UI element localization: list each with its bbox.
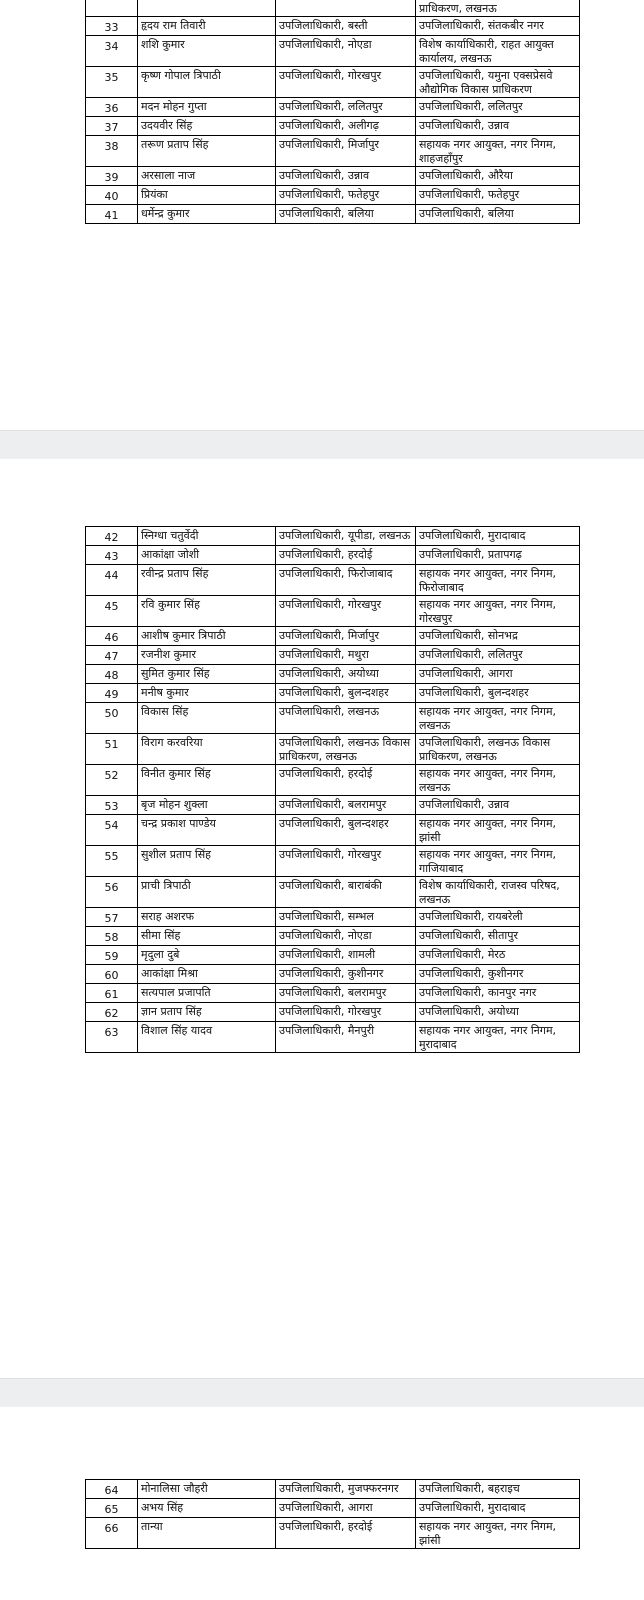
table-row [86,946,580,965]
current-posting-cell: उपजिलाधिकारी, मथुरा [276,646,416,665]
current-posting-cell: उपजिलाधिकारी, फतेहपुर [276,186,416,205]
new-posting-cell: उपजिलाधिकारी, ललितपुर [416,646,580,665]
table-row [86,527,580,546]
current-posting-cell: उपजिलाधिकारी, मिर्जापुर [276,136,416,167]
table-row [86,596,580,627]
new-posting-cell: सहायक नगर आयुक्त, नगर निगम, गाजियाबाद [416,846,580,877]
serial-number-cell: 51 [86,734,138,765]
new-posting-cell: उपजिलाधिकारी, कानपुर नगर [416,984,580,1003]
current-posting-cell: उपजिलाधिकारी, मिर्जापुर [276,627,416,646]
current-posting-cell: उपजिलाधिकारी, बलरामपुर [276,984,416,1003]
table-row [86,908,580,927]
serial-number-cell: 46 [86,627,138,646]
new-posting-cell: सहायक नगर आयुक्त, नगर निगम, झांसी [416,1518,580,1549]
officer-name-cell: रवीन्द्र प्रताप सिंह [138,565,276,596]
transfer-table-page-2 [85,526,580,1053]
serial-number-cell: 35 [86,67,138,98]
new-posting-cell: उपजिलाधिकारी, अयोध्या [416,1003,580,1022]
current-posting-cell: उपजिलाधिकारी, बस्ती [276,17,416,36]
serial-number-cell: 65 [86,1499,138,1518]
serial-number-cell: 53 [86,796,138,815]
officer-name-cell: हृदय राम तिवारी [138,17,276,36]
serial-number-cell: 57 [86,908,138,927]
serial-number-cell: 52 [86,765,138,796]
officer-name-cell: सुशील प्रताप सिंह [138,846,276,877]
new-posting-cell: सहायक नगर आयुक्त, नगर निगम, शाहजहाँपुर [416,136,580,167]
officer-name-cell: धर्मेन्द्र कुमार [138,205,276,224]
officer-name-cell: सत्यपाल प्रजापति [138,984,276,1003]
table-row [86,927,580,946]
current-posting-cell: उपजिलाधिकारी, फिरोजाबाद [276,565,416,596]
current-posting-cell: उपजिलाधिकारी, शामली [276,946,416,965]
table-row [86,0,580,17]
table-row [86,984,580,1003]
document-page-1 [0,0,644,430]
current-posting-cell [276,0,416,17]
serial-number-cell: 64 [86,1480,138,1499]
serial-number-cell: 43 [86,546,138,565]
current-posting-cell: उपजिलाधिकारी, गोरखपुर [276,846,416,877]
table-row [86,703,580,734]
new-posting-cell: विशेष कार्याधिकारी, राहत आयुक्त कार्यालय, लखनऊ [416,36,580,67]
current-posting-cell: उपजिलाधिकारी, यूपीडा, लखनऊ [276,527,416,546]
current-posting-cell: उपजिलाधिकारी, हरदोई [276,546,416,565]
new-posting-cell: उपजिलाधिकारी, ललितपुर [416,98,580,117]
new-posting-cell: उपजिलाधिकारी, बहराइच [416,1480,580,1499]
transfer-table-page-3 [85,1479,580,1549]
new-posting-cell: प्राधिकरण, लखनऊ [416,0,580,17]
officer-name-cell: शशि कुमार [138,36,276,67]
serial-number-cell: 63 [86,1022,138,1053]
current-posting-cell: उपजिलाधिकारी, बाराबंकी [276,877,416,908]
serial-number-cell: 60 [86,965,138,984]
table-row [86,546,580,565]
table-row [86,684,580,703]
officer-name-cell: रजनीश कुमार [138,646,276,665]
new-posting-cell: उपजिलाधिकारी, सीतापुर [416,927,580,946]
officer-name-cell: तान्या [138,1518,276,1549]
table-body [86,527,580,1053]
new-posting-cell: उपजिलाधिकारी, प्रतापगढ़ [416,546,580,565]
officer-name-cell: सुमित कुमार सिंह [138,665,276,684]
table-row [86,1499,580,1518]
current-posting-cell: उपजिलाधिकारी, गोरखपुर [276,596,416,627]
current-posting-cell: उपजिलाधिकारी, बुलन्दशहर [276,815,416,846]
new-posting-cell: उपजिलाधिकारी, रायबरेली [416,908,580,927]
new-posting-cell: उपजिलाधिकारी, उन्नाव [416,796,580,815]
serial-number-cell: 54 [86,815,138,846]
table-row [86,665,580,684]
table-row [86,1003,580,1022]
table-row [86,1480,580,1499]
table-row [86,1022,580,1053]
officer-name-cell: उदयवीर सिंह [138,117,276,136]
serial-number-cell: 33 [86,17,138,36]
table-row [86,205,580,224]
current-posting-cell: उपजिलाधिकारी, बलरामपुर [276,796,416,815]
serial-number-cell: 55 [86,846,138,877]
table-body [86,1480,580,1549]
serial-number-cell: 49 [86,684,138,703]
current-posting-cell: उपजिलाधिकारी, आगरा [276,1499,416,1518]
officer-name-cell: स्निग्धा चतुर्वेदी [138,527,276,546]
table-row [86,98,580,117]
new-posting-cell: सहायक नगर आयुक्त, नगर निगम, झांसी [416,815,580,846]
table-row [86,1518,580,1549]
current-posting-cell: उपजिलाधिकारी, गोरखपुर [276,67,416,98]
serial-number-cell: 44 [86,565,138,596]
serial-number-cell: 62 [86,1003,138,1022]
officer-name-cell: सीमा सिंह [138,927,276,946]
table-row [86,627,580,646]
new-posting-cell: उपजिलाधिकारी, उन्नाव [416,117,580,136]
current-posting-cell: उपजिलाधिकारी, बलिया [276,205,416,224]
current-posting-cell: उपजिलाधिकारी, मैनपुरी [276,1022,416,1053]
officer-name-cell: कृष्ण गोपाल त्रिपाठी [138,67,276,98]
officer-name-cell: आशीष कुमार त्रिपाठी [138,627,276,646]
officer-name-cell: विराग करवरिया [138,734,276,765]
serial-number-cell: 36 [86,98,138,117]
page-gap [0,430,644,460]
new-posting-cell: उपजिलाधिकारी, मुरादाबाद [416,527,580,546]
serial-number-cell: 42 [86,527,138,546]
officer-name-cell: अभय सिंह [138,1499,276,1518]
table-row [86,117,580,136]
table-row [86,646,580,665]
new-posting-cell: उपजिलाधिकारी, संतकबीर नगर [416,17,580,36]
table-body [86,0,580,224]
current-posting-cell: उपजिलाधिकारी, नोएडा [276,927,416,946]
current-posting-cell: उपजिलाधिकारी, उन्नाव [276,167,416,186]
serial-number-cell: 50 [86,703,138,734]
officer-name-cell: तरूण प्रताप सिंह [138,136,276,167]
serial-number-cell: 58 [86,927,138,946]
serial-number-cell: 40 [86,186,138,205]
new-posting-cell: उपजिलाधिकारी, सोनभद्र [416,627,580,646]
serial-number-cell: 56 [86,877,138,908]
table-row [86,846,580,877]
table-row [86,167,580,186]
current-posting-cell: उपजिलाधिकारी, लखनऊ [276,703,416,734]
table-row [86,734,580,765]
officer-name-cell [138,0,276,17]
table-row [86,17,580,36]
officer-name-cell: बृज मोहन शुक्ला [138,796,276,815]
table-row [86,815,580,846]
table-row [86,186,580,205]
serial-number-cell: 37 [86,117,138,136]
officer-name-cell: चन्द्र प्रकाश पाण्डेय [138,815,276,846]
serial-number-cell: 61 [86,984,138,1003]
officer-name-cell: विनीत कुमार सिंह [138,765,276,796]
serial-number-cell: 59 [86,946,138,965]
officer-name-cell: सराह अशरफ [138,908,276,927]
new-posting-cell: उपजिलाधिकारी, आगरा [416,665,580,684]
current-posting-cell: उपजिलाधिकारी, सम्भल [276,908,416,927]
page-gap [0,1378,644,1408]
table-row [86,965,580,984]
new-posting-cell: उपजिलाधिकारी, यमुना एक्सप्रेसवे औद्योगिक विकास प्राधिकरण [416,67,580,98]
serial-number-cell: 47 [86,646,138,665]
officer-name-cell: प्राची त्रिपाठी [138,877,276,908]
officer-name-cell: आकांक्षा मिश्रा [138,965,276,984]
officer-name-cell: मृदुला दुबे [138,946,276,965]
table-row [86,67,580,98]
serial-number-cell: 66 [86,1518,138,1549]
officer-name-cell: विकास सिंह [138,703,276,734]
current-posting-cell: उपजिलाधिकारी, कुशीनगर [276,965,416,984]
officer-name-cell: ज्ञान प्रताप सिंह [138,1003,276,1022]
current-posting-cell: उपजिलाधिकारी, हरदोई [276,765,416,796]
new-posting-cell: उपजिलाधिकारी, मेरठ [416,946,580,965]
table-row [86,565,580,596]
new-posting-cell: सहायक नगर आयुक्त, नगर निगम, मुरादाबाद [416,1022,580,1053]
new-posting-cell: उपजिलाधिकारी, कुशीनगर [416,965,580,984]
serial-number-cell: 39 [86,167,138,186]
officer-name-cell: प्रियंका [138,186,276,205]
serial-number-cell: 45 [86,596,138,627]
table-row [86,796,580,815]
new-posting-cell: सहायक नगर आयुक्त, नगर निगम, लखनऊ [416,765,580,796]
officer-name-cell: रवि कुमार सिंह [138,596,276,627]
serial-number-cell: 34 [86,36,138,67]
officer-name-cell: अरसाला नाज [138,167,276,186]
current-posting-cell: उपजिलाधिकारी, हरदोई [276,1518,416,1549]
document-page-2 [0,459,644,1378]
serial-number-cell: 41 [86,205,138,224]
officer-name-cell: विशाल सिंह यादव [138,1022,276,1053]
current-posting-cell: उपजिलाधिकारी, ललितपुर [276,98,416,117]
current-posting-cell: उपजिलाधिकारी, गोरखपुर [276,1003,416,1022]
serial-number-cell [86,0,138,17]
officer-name-cell: मदन मोहन गुप्ता [138,98,276,117]
officer-name-cell: आकांक्षा जोशी [138,546,276,565]
new-posting-cell: उपजिलाधिकारी, फतेहपुर [416,186,580,205]
new-posting-cell: उपजिलाधिकारी, मुरादाबाद [416,1499,580,1518]
current-posting-cell: उपजिलाधिकारी, लखनऊ विकास प्राधिकरण, लखनऊ [276,734,416,765]
table-row [86,877,580,908]
new-posting-cell: विशेष कार्याधिकारी, राजस्व परिषद, लखनऊ [416,877,580,908]
new-posting-cell: सहायक नगर आयुक्त, नगर निगम, गोरखपुर [416,596,580,627]
document-page-3 [0,1407,644,1600]
table-row [86,765,580,796]
current-posting-cell: उपजिलाधिकारी, अयोध्या [276,665,416,684]
serial-number-cell: 48 [86,665,138,684]
new-posting-cell: उपजिलाधिकारी, बलिया [416,205,580,224]
current-posting-cell: उपजिलाधिकारी, अलीगढ़ [276,117,416,136]
new-posting-cell: उपजिलाधिकारी, बुलन्दशहर [416,684,580,703]
new-posting-cell: सहायक नगर आयुक्त, नगर निगम, फिरोजाबाद [416,565,580,596]
table-row [86,36,580,67]
table-row [86,136,580,167]
transfer-table-page-1 [85,0,580,224]
serial-number-cell: 38 [86,136,138,167]
new-posting-cell: उपजिलाधिकारी, औरैया [416,167,580,186]
officer-name-cell: मोनालिसा जौहरी [138,1480,276,1499]
current-posting-cell: उपजिलाधिकारी, नोएडा [276,36,416,67]
officer-name-cell: मनीष कुमार [138,684,276,703]
new-posting-cell: उपजिलाधिकारी, लखनऊ विकास प्राधिकरण, लखनऊ [416,734,580,765]
new-posting-cell: सहायक नगर आयुक्त, नगर निगम, लखनऊ [416,703,580,734]
current-posting-cell: उपजिलाधिकारी, मुजफ्फरनगर [276,1480,416,1499]
current-posting-cell: उपजिलाधिकारी, बुलन्दशहर [276,684,416,703]
